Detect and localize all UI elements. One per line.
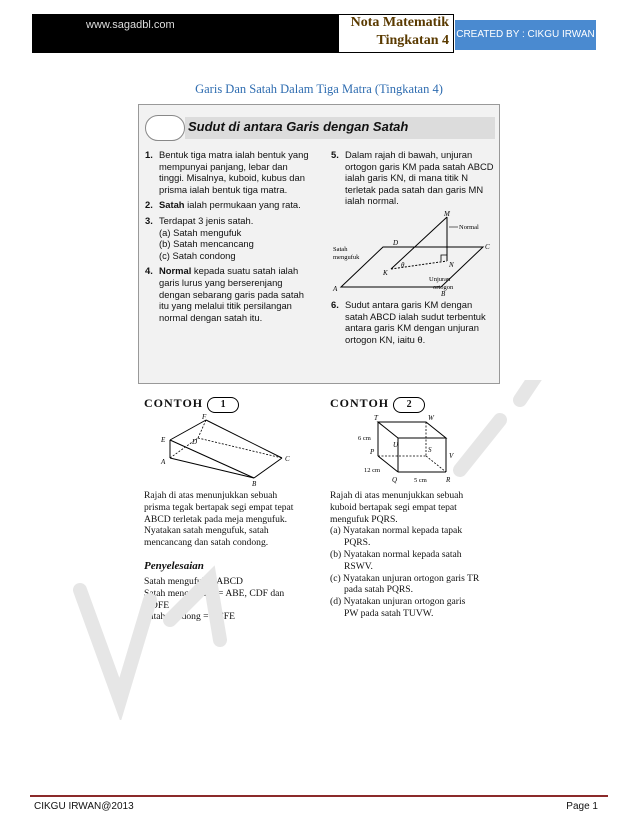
line-km: [391, 217, 447, 269]
item-text: Sudut antara garis KM dengan satah ABCD ialah sudut terbentuk antara garis KM dengan unjuran ortogon KN, iaitu θ.: [345, 299, 486, 345]
text-line: mencancang dan satah condong.: [144, 537, 269, 549]
header-title-line1: Nota Matematik: [350, 15, 449, 30]
label-s: S: [428, 446, 432, 454]
plane-angle-diagram: [331, 209, 495, 297]
notes-box: [138, 104, 500, 384]
label-m: M: [444, 210, 450, 218]
item-keyword: Satah: [159, 199, 185, 211]
solution-line: Satah mengufuk = ABCD: [144, 576, 243, 587]
label-theta: θ: [401, 261, 405, 269]
label-b: B: [252, 480, 257, 486]
document-title: Garis Dan Satah Dalam Tiga Matra (Tingkatan 4): [195, 82, 443, 96]
label-mengufuk: mengufuk: [333, 254, 360, 261]
item-number: 4.: [145, 265, 153, 277]
label-d: D: [192, 438, 198, 446]
footer-page-number: Page 1: [566, 801, 598, 812]
site-url: www.sagadbl.com: [86, 19, 175, 31]
label-k: K: [383, 269, 388, 277]
item-number: 1.: [145, 149, 153, 160]
example-label-text: CONTOH: [330, 396, 390, 410]
header-credit: CREATED BY : CIKGU IRWAN: [455, 20, 596, 50]
example-1-text: [144, 490, 314, 549]
note-item-5: [331, 149, 495, 207]
note-item-1: [145, 149, 315, 195]
scanned-page: [138, 104, 500, 637]
label-c: C: [485, 243, 490, 251]
solution-line: Satah mencancang = ABE, CDF dan: [144, 587, 285, 599]
label-v: V: [449, 452, 454, 460]
item-keyword: Normal: [159, 265, 192, 277]
right-column: [331, 149, 495, 211]
label-t: T: [374, 414, 378, 422]
label-b: B: [441, 290, 446, 297]
solution-line: Satah condong = BCFE: [144, 611, 235, 623]
right-column-lower: [331, 299, 495, 349]
label-c: C: [285, 455, 290, 463]
example-1-solution: [144, 576, 314, 623]
footer-rule: [30, 795, 608, 797]
label-a: A: [333, 285, 338, 293]
example-number: 2: [393, 397, 425, 413]
label-unjuran: Unjuran: [429, 276, 451, 283]
text-line: Rajah di atas menunjukkan sebuah: [330, 490, 464, 501]
label-normal: Normal: [459, 224, 479, 231]
question-b: (b) Nyatakan normal kepada satah RSWV.: [330, 548, 462, 572]
label-u: U: [393, 441, 399, 449]
solution-line: ADFE: [144, 599, 170, 611]
example-1-label: [144, 396, 239, 413]
example-2-label: [330, 396, 425, 413]
sub-item: (b) Satah mencancang: [159, 238, 254, 250]
heading-ornament: [145, 115, 185, 141]
item-text: Terdapat 3 jenis satah.: [159, 214, 254, 226]
note-item-3: [145, 215, 315, 261]
note-item-6: [331, 299, 495, 345]
dim-height: 6 cm: [358, 435, 371, 442]
header-title-line2: Tingkatan 4: [376, 33, 449, 48]
item-text: Dalam rajah di bawah, unjuran ortogon garis KM pada satah ABCD ialah garis KN, di mana titik N terletak pada satah dan garis MN ialah normal.: [345, 149, 494, 207]
solution-heading: Penyelesaian: [144, 560, 204, 572]
text-line: kuboid bertapak segi empat tepat: [330, 501, 457, 513]
footer-author: CIKGU IRWAN@2013: [34, 801, 134, 812]
item-number: 3.: [145, 214, 153, 226]
header-title-box: [338, 14, 454, 53]
plane-abcd: [341, 247, 483, 287]
item-text: ialah permukaan yang rata.: [184, 199, 301, 211]
item-number: 2.: [145, 199, 153, 211]
label-w: W: [428, 414, 434, 422]
dim-width: 5 cm: [414, 477, 427, 484]
header-site-bar: [32, 14, 338, 36]
item-number: 6.: [331, 299, 339, 310]
item-text: Bentuk tiga matra ialah bentuk yang mempunyai panjang, lebar dan tinggi. Misalnya, kuboid, kubus dan prisma ialah bentuk tiga matra.: [159, 149, 309, 195]
label-ortogon: ortogon: [433, 284, 454, 291]
label-r: R: [446, 476, 451, 484]
line-kn: [391, 261, 447, 269]
text-line: Rajah di atas menunjukkan sebuah: [144, 490, 278, 501]
text-line: Nyatakan satah mengufuk, satah: [144, 525, 269, 537]
sub-item: (c) Satah condong: [159, 249, 236, 261]
section-banner: [185, 117, 495, 139]
example-2-text: [330, 490, 498, 620]
label-d: D: [393, 239, 399, 247]
question-c: (c) Nyatakan unjuran ortogon garis TR pada satah PQRS.: [330, 572, 480, 596]
example-number: 1: [207, 397, 239, 413]
question-a: (a) Nyatakan normal kepada tapak PQRS.: [330, 525, 463, 549]
header-bar-decoration: [32, 36, 338, 53]
example-label-text: CONTOH: [144, 396, 204, 410]
item-text: kepada suatu satah ialah garis lurus yang berserenjang dengan sebarang garis pada satah itu yang melalui titik persilangan normal dengan satah itu.: [159, 265, 304, 323]
left-column: [145, 149, 315, 327]
label-e: E: [161, 436, 166, 444]
note-item-4: [145, 265, 315, 323]
label-q: Q: [392, 476, 398, 484]
label-a: A: [161, 458, 166, 466]
label-satah: Satah: [333, 246, 348, 253]
sub-item: (a) Satah mengufuk: [159, 226, 242, 238]
cuboid-diagram: [358, 414, 468, 488]
note-item-2: [145, 199, 315, 211]
label-p: P: [370, 448, 375, 456]
right-angle-mark: [441, 255, 447, 261]
question-d: (d) Nyatakan unjuran ortogon garis PW pada satah TUVW.: [330, 596, 466, 619]
section-heading: Sudut di antara Garis dengan Satah: [188, 119, 409, 134]
label-f: F: [202, 414, 207, 421]
text-line: prisma tegak bertapak segi empat tepat: [144, 501, 294, 513]
item-number: 5.: [331, 149, 339, 160]
dim-length: 12 cm: [364, 467, 381, 474]
text-line: mengufuk PQRS.: [330, 513, 398, 525]
prism-diagram: [158, 414, 298, 486]
label-n: N: [449, 261, 454, 269]
text-line: ABCD terletak pada meja mengufuk.: [144, 513, 288, 525]
